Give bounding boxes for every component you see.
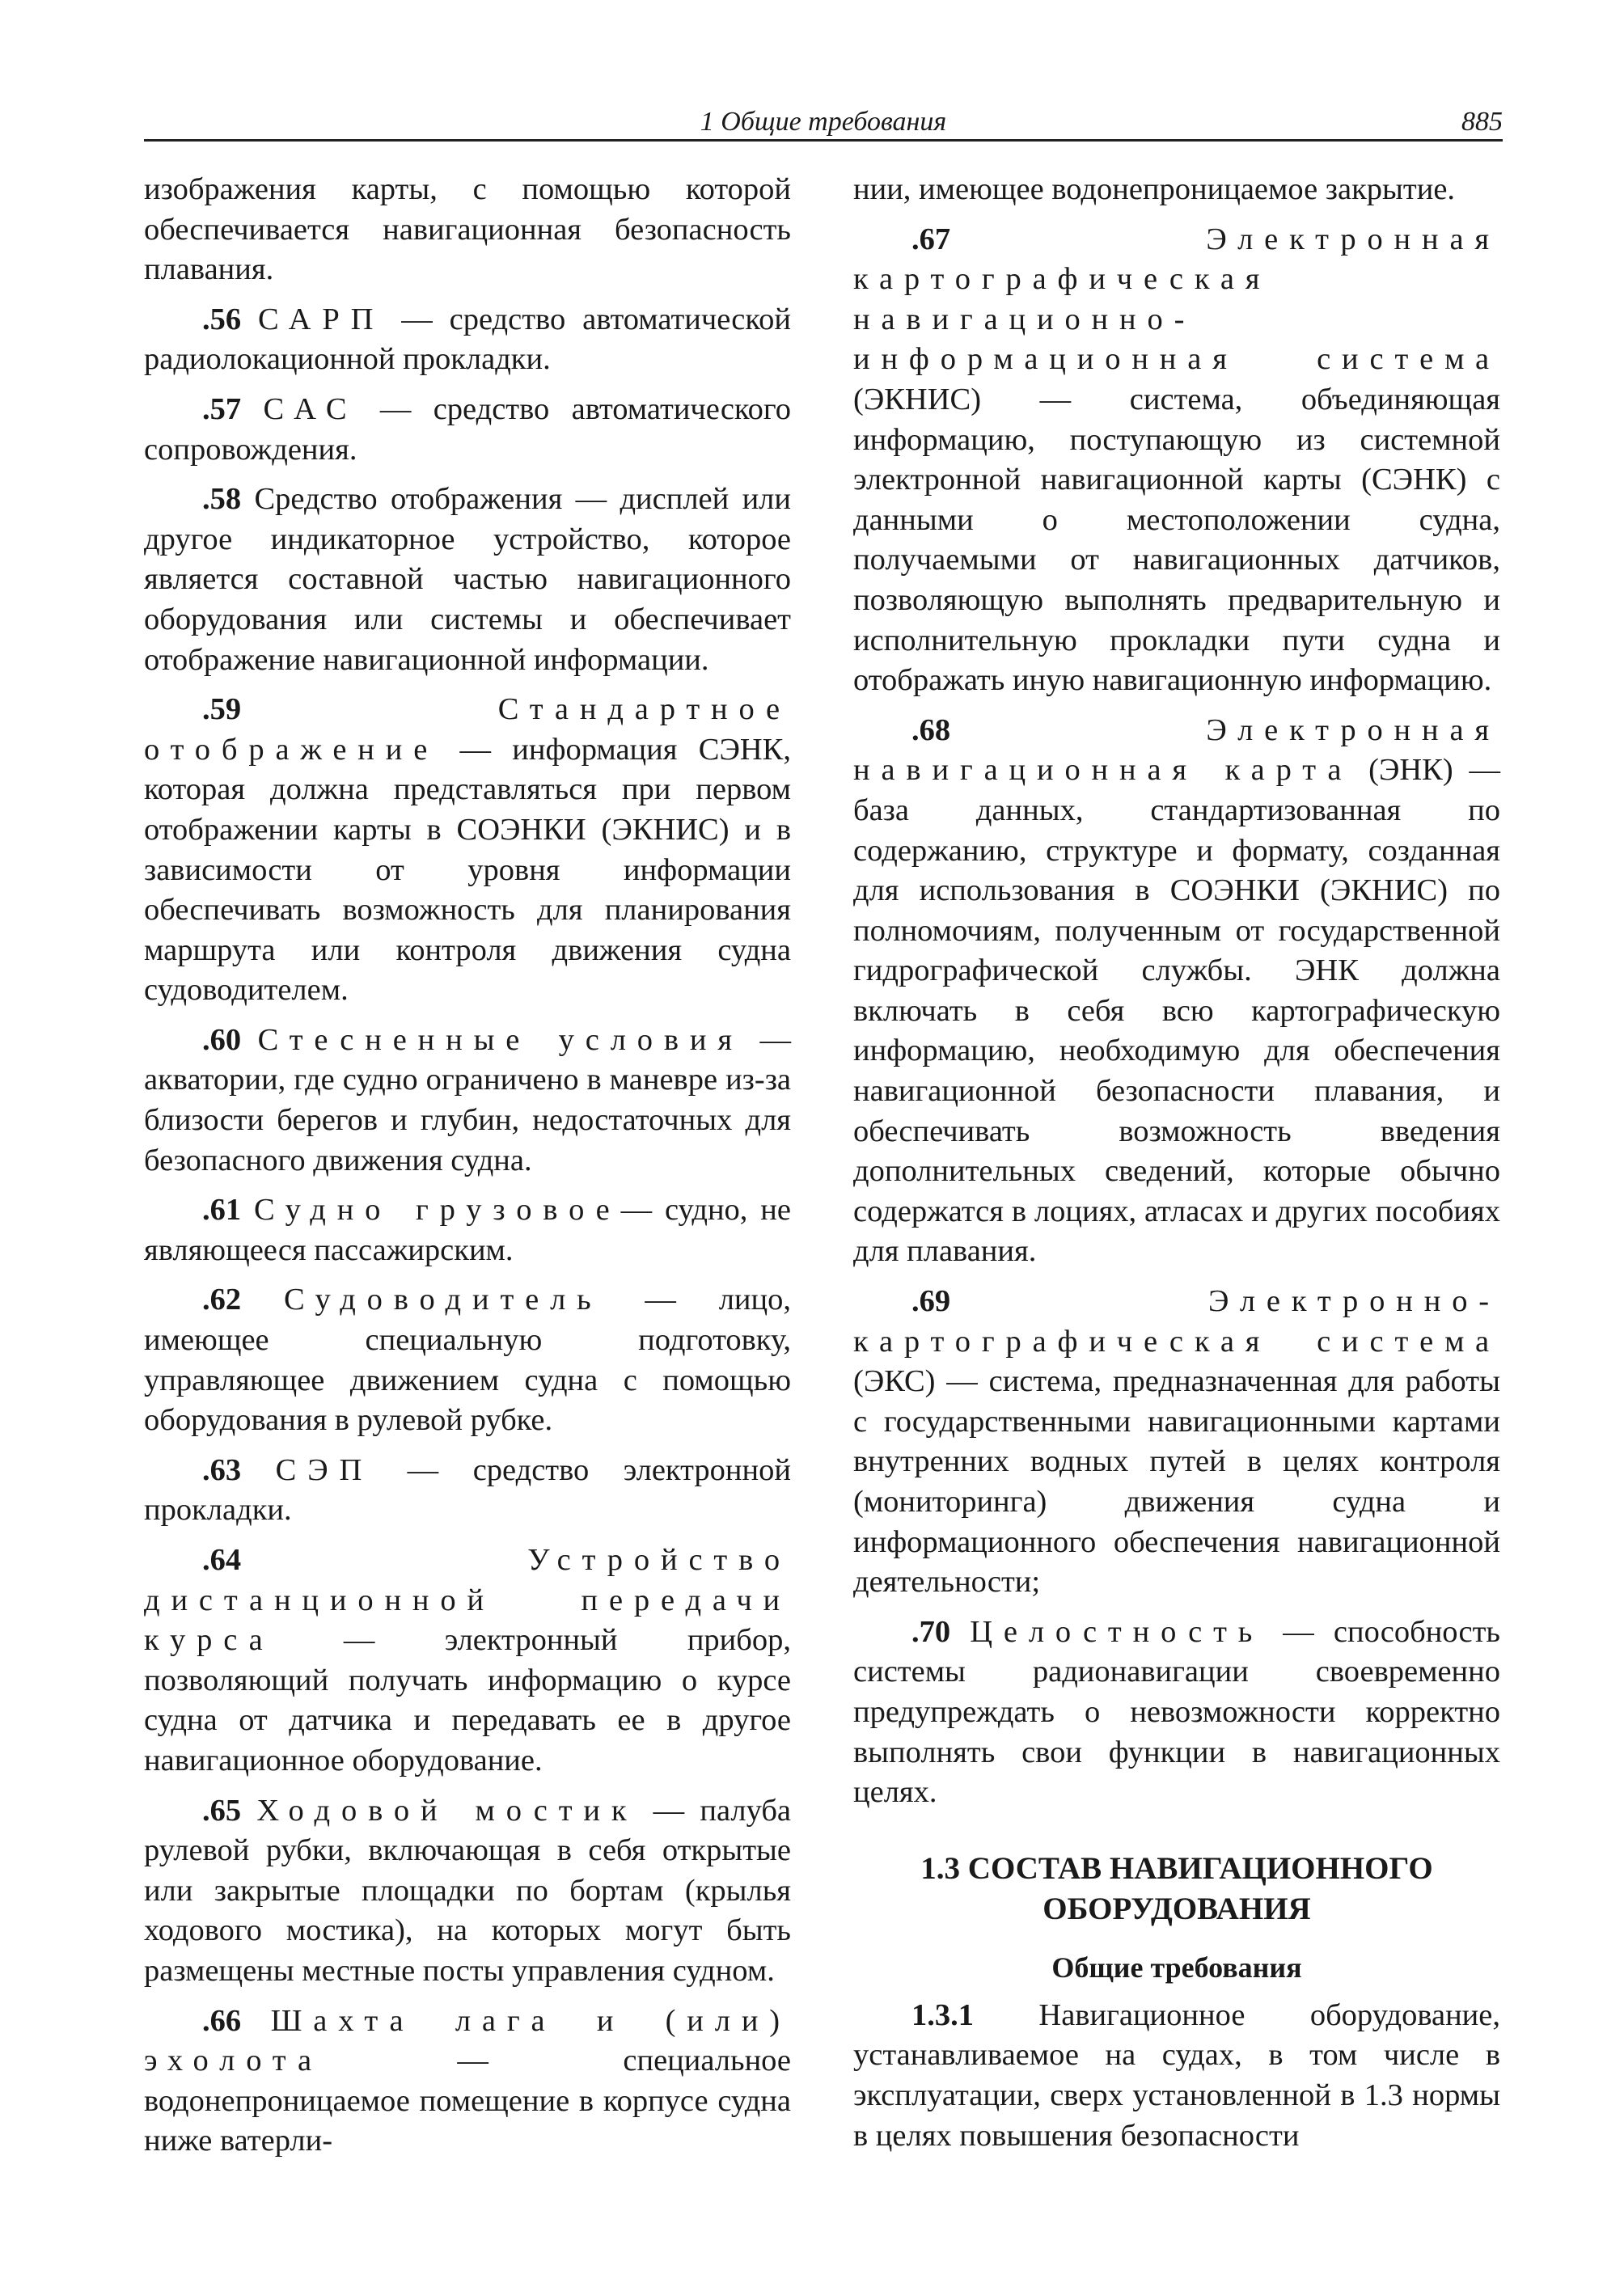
item-number: .61 xyxy=(202,1193,242,1228)
definition-text: — средство автоматической радиолокационной прокладки. xyxy=(144,302,791,377)
subsection-heading: Общие требования xyxy=(1051,1951,1302,1984)
definition-item xyxy=(144,1021,791,1181)
definition-item xyxy=(853,220,1500,701)
definition-text: Средство отображения — дисплей или другое индикаторное устройство, которое является составной частью навигационного оборудования или системы и обеспечивает отображение навигационной информации. xyxy=(144,482,791,677)
item-number: .62 xyxy=(202,1283,242,1317)
definition-text: — средство электронной прокладки. xyxy=(144,1452,791,1528)
definition-text: — специальное водонепроницаемое помещение в корпусе судна ниже ватерли- xyxy=(144,2044,791,2158)
definition-text: — акватории, где судно ограничено в маневре из-за близости берегов и глубин, недостаточных для безопасного движения судна. xyxy=(144,1022,792,1177)
chapter-title: 1 Общие требования xyxy=(700,107,947,137)
definition-item xyxy=(144,690,791,1011)
defined-term: Электронная навигационная карта xyxy=(853,712,1500,788)
paragraph-number: 1.3.1 xyxy=(911,1997,974,2032)
defined-term: САРП xyxy=(258,302,385,336)
definition-text: — палуба рулевой рубки, включающая в себя открытые или закрытые площадки по бортам (крылья ходового мостика), на которых могут быть размещены местные посты управления судном. xyxy=(144,1793,791,1988)
section-paragraph xyxy=(853,1996,1500,2156)
defined-term: Устройство дистанционной передачи курса xyxy=(144,1543,791,1658)
definition-item xyxy=(144,1280,791,1440)
item-number: .69 xyxy=(911,1284,951,1319)
item-number: .58 xyxy=(202,482,242,517)
definition-text: (ЭКС) — система, предназначенная для работы с государственными навигационными картами внутренних водных путей в целях контроля (мониторинга) движения судна и информационного обеспечения навигационной деятельности; xyxy=(853,1364,1500,1600)
definition-item xyxy=(144,1190,791,1270)
definition-item xyxy=(144,1541,791,1782)
definition-item xyxy=(144,2001,791,2162)
item-number: .60 xyxy=(202,1022,242,1057)
paragraph-text: Навигационное оборудование, устанавливаемое на судах, в том числе в эксплуатации, сверх установленной в 1.3 нормы в целях повышения безопасности xyxy=(853,1997,1500,2153)
item-number: .66 xyxy=(202,2003,242,2038)
definition-text: — информация СЭНК, которая должна представляться при первом отображении карты в СОЭНКИ (ЭКНИС) и в зависимости от уровня информации обеспечивать возможность для планирования маршрута или контроля движения судна судоводителем. xyxy=(144,732,791,1008)
definition-item xyxy=(144,1791,791,1992)
definition-text: нии, имеющее водонепроницаемое закрытие. xyxy=(853,172,1456,206)
section-heading xyxy=(853,1849,1500,1930)
item-number: .70 xyxy=(911,1614,951,1649)
item-number: .59 xyxy=(202,692,242,727)
definition-text: (ЭКНИС) — система, объединяющая информацию, поступающую из системной электронной навигационной карты (СЭНК) с данными о местоположении судна, получаемыми от навигационных датчиков, позволяющую выполнять предварительную и исполнительную прокладки пути судна и отображать иную навигационную информацию. xyxy=(853,382,1500,698)
item-number: .56 xyxy=(202,302,242,336)
definition-item xyxy=(144,1451,791,1531)
definition-text: — средство автоматического сопровождения. xyxy=(144,391,792,467)
running-header xyxy=(144,104,1503,142)
item-number: .67 xyxy=(911,222,951,256)
defined-term: Стесненные условия xyxy=(257,1022,743,1057)
section-heading-line: 1.3 СОСТАВ НАВИГАЦИОННОГО xyxy=(920,1850,1433,1886)
definition-text: — лицо, имеющее специальную подготовку, управляющее движением судна с помощью оборудования в рулевой рубке. xyxy=(144,1283,791,1438)
definition-item xyxy=(853,1613,1500,1813)
defined-term: Ходовой мостик xyxy=(256,1793,638,1828)
left-column xyxy=(144,170,791,2171)
defined-term: Стандартное отображение xyxy=(144,692,791,767)
definition-text: — способность системы радионавигации своевременно предупреждать о невозможности корректно выполнять свои функции в навигационных целях. xyxy=(853,1614,1500,1810)
defined-term: Целостность xyxy=(970,1614,1264,1649)
item-number: .63 xyxy=(202,1452,242,1487)
item-number: .57 xyxy=(202,391,242,426)
defined-term: Судоводитель xyxy=(283,1283,603,1317)
definition-item xyxy=(144,170,791,290)
defined-term: СЭП xyxy=(275,1452,374,1487)
definition-item xyxy=(144,300,791,380)
right-column xyxy=(853,170,1500,2166)
defined-term: Судно грузовое xyxy=(253,1193,621,1228)
page-number: 885 xyxy=(1461,107,1503,137)
item-number: .64 xyxy=(202,1543,242,1577)
definition-text: (ЭНК) — база данных, стандартизованная по содержанию, структуре и формату, созданная для использования в СОЭНКИ (ЭКНИС) по полномочиям, полученным от государственной гидрографической службы. ЭНК должна включать в себя всю картографическую информацию, необходимую для обеспечения навигационной безопасности плавания, и обеспечивать возможность введения дополнительных сведений, которые обычно содержатся в лоциях, атласах и других пособиях для плавания. xyxy=(853,753,1500,1269)
defined-term: САС xyxy=(263,391,358,426)
item-number: .65 xyxy=(202,1793,242,1828)
definition-text: — судно, не являющееся пассажирским. xyxy=(144,1193,791,1267)
definition-item xyxy=(853,170,1500,210)
section-heading-line: ОБОРУДОВАНИЯ xyxy=(1042,1891,1311,1926)
definition-item xyxy=(853,711,1500,1272)
definition-item xyxy=(853,1282,1500,1603)
defined-term: Электронная картографическая навигационно-информационная система xyxy=(853,222,1500,377)
defined-term: Электронно-картографическая система xyxy=(853,1284,1500,1359)
definition-item xyxy=(144,390,791,470)
defined-term: Шахта лага и (или) эхолота xyxy=(144,2003,791,2078)
definition-text: изображения карты, с помощью которой обеспечивается навигационная безопасность плавания. xyxy=(144,172,791,287)
item-number: .68 xyxy=(911,712,951,747)
definition-text: — электронный прибор, позволяющий получать информацию о курсе судна от датчика и передавать ее в другое навигационное оборудование. xyxy=(144,1623,791,1777)
definition-item xyxy=(144,480,791,680)
